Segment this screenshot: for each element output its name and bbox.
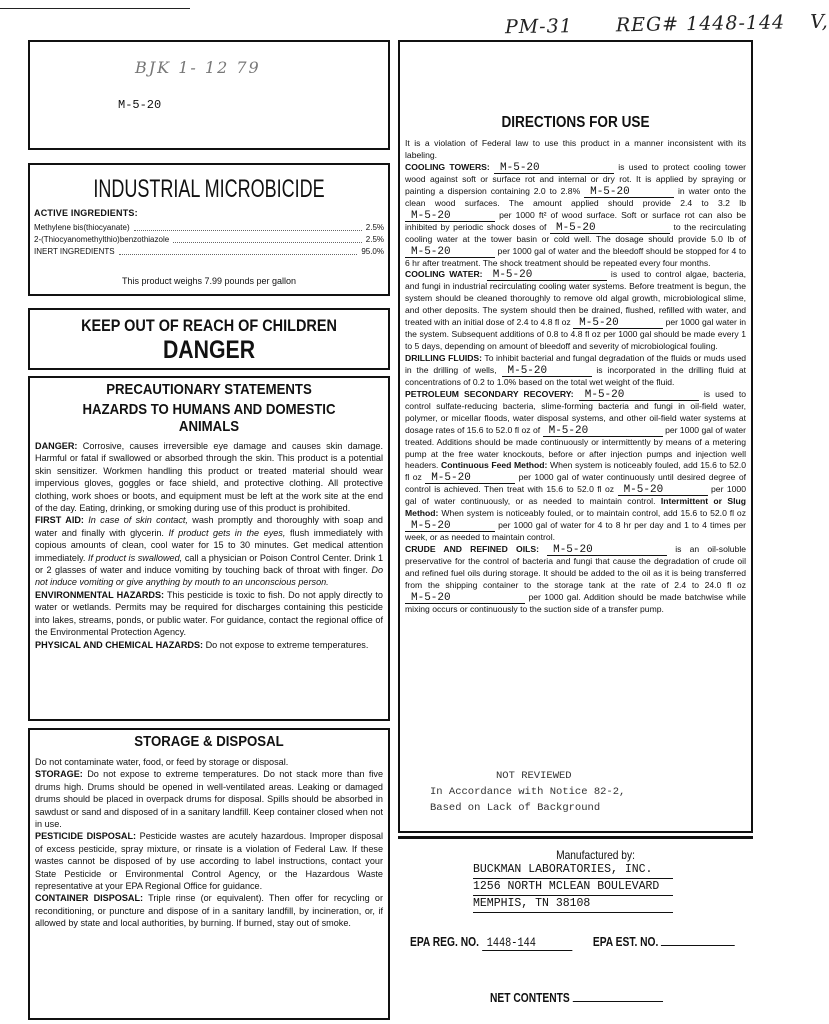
storage-paragraph	[30, 768, 388, 830]
petroleum-recovery-label: PETROLEUM SECONDARY RECOVERY:	[405, 388, 574, 399]
cooling-water-text: is used to control algae, bacteria, and fungi in industrial recirculating cooling water systems. Before treatment is begun, the system should be cleaned thoroughly to remove old algal growth, microbiological slime, and other deposits. The system should then be drained, flushed, refilled with water, and treated with an initial dose of 2.4 to 4.8 fl oz	[405, 269, 747, 328]
cooling-water-text: per 1000 gal water in the system. Subsequent additions of 0.8 to 4.8 fl oz per 1000 gal should be made every 1 to 5 days, depending on amount of bleedoff and severity of microbiological fouling.	[405, 317, 747, 352]
storage-title: STORAGE & DISPOSAL	[134, 733, 284, 750]
pesticide-disposal-paragraph	[30, 830, 388, 892]
handwritten-product-code: PM-31	[504, 15, 573, 39]
petroleum-recovery-text: When system is noticeably fouled, or to maintain control, add 15.6 to 52.0 fl oz	[441, 508, 747, 519]
environmental-label: ENVIRONMENTAL HAZARDS:	[35, 589, 165, 600]
ingredient-row	[34, 235, 384, 247]
product-box	[28, 163, 390, 296]
crude-oils-label: CRUDE AND REFINED OILS:	[405, 544, 539, 555]
petroleum-recovery-text: is used to control sulfate-reducing bacteria, slime-forming bacteria and fungi in oil-field water, polymer, or micellar floods, water disposal systems, and other oil-field water systems at dosage rates of 15.6 to 52.0 fl oz of	[405, 388, 746, 435]
first-aid-swallowed-text: call a physician or Poison Control Center. Drink 1 or 2 glasses of water and induce vomiting by touching back of throat with finger.	[35, 552, 384, 576]
directions-body	[405, 138, 746, 616]
product-fill: M-5-20	[573, 318, 663, 329]
drilling-fluids-label: DRILLING FLUIDS:	[405, 352, 483, 363]
ingredient-name: INERT INGREDIENTS	[34, 247, 115, 256]
environmental-text: This pesticide is toxic to fish. Do not apply directly to water or wetlands. Permits may be required for discharges containing this pesticide into lakes, streams, ponds, or public water. For guidance, contact the regional office of the Environmental Protection Agency.	[35, 589, 383, 638]
first-aid-eyes: If product gets in the eyes,	[168, 527, 286, 538]
physical-text: Do not expose to extreme temperatures.	[205, 639, 369, 650]
product-fill: M-5-20	[543, 426, 663, 437]
product-fill: M-5-20	[405, 211, 495, 222]
crude-oils-text: is an oil-soluble preservative for the control of bacteria and fungi that cause the degradation of crude oil and refined fuel oils during storage. It should be added to the oil as it is being transferred from the shipping container to the storage tank at the rate of 2.4 to 24.0 fl oz	[405, 544, 747, 590]
ingredient-percent: 95.0%	[361, 247, 384, 256]
storage-box	[28, 728, 390, 1020]
crude-oils-section	[405, 544, 746, 616]
keep-out-warning: KEEP OUT OF REACH OF CHILDREN	[81, 316, 337, 335]
product-code: M-5-20	[118, 98, 162, 112]
product-fill: M-5-20	[502, 366, 592, 377]
petroleum-recovery-text: per 1000 gal of water treated. Additions should be made continuously or intermittently by means of a metering pump at the free water knockouts, before or after injection pumps and injection well headers.	[405, 424, 747, 471]
manufacturer-block	[398, 848, 753, 913]
product-fill: M-5-20	[425, 473, 515, 484]
product-fill: M-5-20	[494, 163, 614, 174]
directions-intro: It is a violation of Federal law to use this product in a manner inconsistent with its labeling.	[405, 138, 746, 160]
leader-dots	[134, 223, 362, 231]
epa-est-label: EPA EST. NO.	[592, 935, 659, 949]
top-rule	[0, 8, 190, 9]
faint-stamp-text: BJK 1- 12 79	[135, 58, 261, 77]
ingredient-percent: 2.5%	[365, 235, 384, 244]
net-contents-row	[490, 990, 663, 1005]
storage-text: Do not expose to extreme temperatures. Do not stack more than five drums high. Drums should be opened in well-ventilated areas. Leaking or damaged drums should be placed in overpack drums for disposal. Spills should be absorbed in sawdust or sand and disposed of in a sanitary landfill. Keep container closed when not in use.	[35, 769, 384, 830]
precautions-box	[28, 376, 390, 721]
stamp-box	[28, 40, 390, 150]
cooling-towers-text: is used to protect cooling tower wood against soft or surface rot and internal or dry rot. It is applied by spraying or painting a dispersion containing 2.0 to 2.8%	[405, 161, 746, 196]
first-aid-eyes-text: flush immediately with copious amounts of clean, cool water for 15 to 30 minutes. Get medical attention immediately.	[35, 527, 383, 563]
product-fill: M-5-20	[405, 247, 495, 258]
physical-label: PHYSICAL AND CHEMICAL HAZARDS:	[35, 639, 204, 650]
danger-text: Corrosive, causes irreversible eye damage and causes skin damage. Harmful or fatal if swallowed or absorbed through the skin. This product is a potential skin sensitizer. Workmen handling this product or treated material should wear impervious gloves, goggles or face shield, and protective clothing. All protective clothing, work shoes or boots, and equipment must be left at the work site at the end of the day. Eating, drinking, or smoking during use of this product is prohibited.	[35, 441, 383, 514]
environmental-paragraph	[30, 589, 388, 639]
manufacturer-name: BUCKMAN LABORATORIES, INC.	[473, 862, 673, 879]
product-fill: M-5-20	[618, 485, 708, 496]
container-disposal-text: Triple rinse (or equivalent). Then offer for recycling or reconditioning, or puncture and dispose of in a sanitary landfill, by incineration, or, if allowed by state and local authorities, by burning. If burned, stay out of smoke.	[35, 893, 383, 929]
manufacturer-city: MEMPHIS, TN 38108	[473, 896, 673, 913]
cooling-towers-text: per 1000 ft² of wood surface. Soft or surface rot can also be inhibited by periodic shock doses of	[405, 209, 746, 232]
petroleum-recovery-text: When system is noticeably fouled, add 15.6 to 52.0 fl oz	[405, 460, 747, 483]
crude-oils-text: per 1000 gal. Addition should be made batchwise while mixing occurs or continuously to the suction side of a transfer pump.	[405, 591, 746, 614]
first-aid-paragraph	[30, 514, 388, 588]
danger-signal-word: DANGER	[162, 336, 256, 364]
registration-row	[410, 934, 735, 951]
directions-title: DIRECTIONS FOR USE	[501, 114, 650, 131]
not-reviewed-line: In Accordance with Notice 82-2,	[430, 786, 626, 798]
manufacturer-divider	[398, 836, 753, 839]
physical-paragraph	[30, 639, 388, 651]
precautions-title: PRECAUTIONARY STATEMENTS	[106, 381, 312, 398]
ingredient-name: Methylene bis(thiocyanate)	[34, 223, 130, 232]
weight-note: This product weighs 7.99 pounds per gallon	[121, 276, 297, 286]
epa-reg-value: 1448-144	[482, 936, 572, 951]
cooling-towers-text: to the recirculating cooling water at the tower basin or cold well. The dosage should provide 5.0 lb of	[405, 221, 747, 244]
handwritten-mark: V,	[810, 10, 829, 33]
container-disposal-paragraph	[30, 892, 388, 929]
continuous-feed-label: Continuous Feed Method:	[441, 460, 548, 471]
drilling-fluids-text: To inhibit bacterial and fungal degradation of the fluids or muds used in the drilling of wells,	[405, 352, 747, 375]
ingredient-percent: 2.5%	[365, 223, 384, 232]
product-fill: M-5-20	[405, 593, 525, 604]
ingredient-row	[34, 247, 384, 259]
ingredient-name: 2-(Thiocyanomethylthio)benzothiazole	[34, 235, 170, 244]
directions-box	[398, 40, 753, 833]
danger-label: DANGER:	[35, 441, 78, 451]
drilling-fluids-text: is incorporated in the drilling fluid at concentrations of 0.2 to 1.0% based on the total wet weight of the fluid.	[405, 364, 746, 387]
leader-dots	[119, 247, 358, 255]
cooling-towers-label: COOLING TOWERS:	[405, 161, 490, 172]
product-fill: M-5-20	[550, 223, 670, 234]
leader-dots	[173, 235, 362, 243]
cooling-towers-section	[405, 162, 746, 270]
net-contents-blank	[573, 990, 663, 1002]
ingredient-row	[34, 223, 384, 235]
active-ingredients-heading: ACTIVE INGREDIENTS:	[34, 208, 138, 218]
product-title: INDUSTRIAL MICROBICIDE	[93, 175, 325, 203]
epa-est-blank	[661, 934, 735, 946]
petroleum-recovery-text: per 1000 gal of water continuously, or as needed to maintain control.	[405, 484, 746, 507]
cooling-water-section	[405, 269, 746, 353]
product-fill: M-5-20	[547, 545, 667, 556]
epa-reg-label: EPA REG. NO.	[410, 935, 479, 949]
first-aid-skin-text: wash promptly and thoroughly with soap and water and finally with glycerin.	[35, 515, 383, 538]
storage-intro: Do not contaminate water, food, or feed by storage or disposal.	[35, 757, 289, 767]
handwritten-reg-number: REG# 1448-144	[615, 11, 786, 37]
pesticide-disposal-label: PESTICIDE DISPOSAL:	[35, 831, 137, 842]
hazards-title: HAZARDS TO HUMANS AND DOMESTIC ANIMALS	[82, 401, 336, 435]
product-fill: M-5-20	[579, 390, 699, 401]
not-reviewed-stamp	[430, 768, 625, 816]
net-contents-label: NET CONTENTS	[490, 991, 570, 1005]
product-fill: M-5-20	[584, 187, 674, 198]
cooling-towers-text: in water onto the clean wood surfaces. The amount applied should provide 2.4 to 3.2 lb	[405, 185, 747, 208]
first-aid-skin: In case of skin contact,	[88, 515, 188, 526]
petroleum-recovery-text: per 1000 gal of water continuously until desired degree of control is achieved. Then treat with 15.6 to 52.0 fl oz	[405, 472, 747, 495]
petroleum-recovery-text: per 1000 gal of water for 4 to 8 hr per day and 1 to 4 times per week, or as needed to maintain control.	[405, 520, 746, 543]
first-aid-swallowed: If product is swallowed,	[87, 552, 183, 563]
first-aid-label: FIRST AID:	[35, 515, 84, 526]
slug-method-label: Intermittent or Slug Method:	[405, 496, 746, 519]
danger-paragraph	[30, 440, 388, 514]
not-reviewed-line: Based on Lack of Background	[430, 802, 601, 814]
warning-box	[28, 308, 390, 370]
storage-label: STORAGE:	[35, 769, 83, 780]
manufactured-by-label: Manufactured by:	[556, 848, 635, 862]
manufacturer-street: 1256 NORTH MCLEAN BOULEVARD	[473, 879, 673, 896]
product-fill: M-5-20	[405, 521, 495, 532]
product-fill: M-5-20	[487, 270, 607, 281]
pesticide-disposal-text: Pesticide wastes are acutely hazardous. Improper disposal of excess pesticide, spray mixture, or rinsate is a violation of Federal Law. If these wastes cannot be disposed of by use according to label instructions, contact your State Pesticide or Environmental Control Agency, or the Hazardous Waste representative at your EPA Regional Office for guidance.	[35, 831, 383, 892]
container-disposal-label: CONTAINER DISPOSAL:	[35, 893, 144, 904]
first-aid-unconscious: Do not induce vomiting or give anything by mouth to an unconscious person.	[35, 565, 383, 588]
cooling-towers-text: per 1000 gal of water and the bleedoff should be stopped for 4 to 6 hr after treatment. The shock treatment should be repeated every four months.	[405, 245, 746, 268]
drilling-fluids-section	[405, 353, 746, 389]
not-reviewed-line: NOT REVIEWED	[496, 770, 572, 782]
manufacturer-address	[473, 862, 753, 913]
cooling-water-label: COOLING WATER:	[405, 269, 483, 280]
petroleum-recovery-section	[405, 389, 746, 544]
